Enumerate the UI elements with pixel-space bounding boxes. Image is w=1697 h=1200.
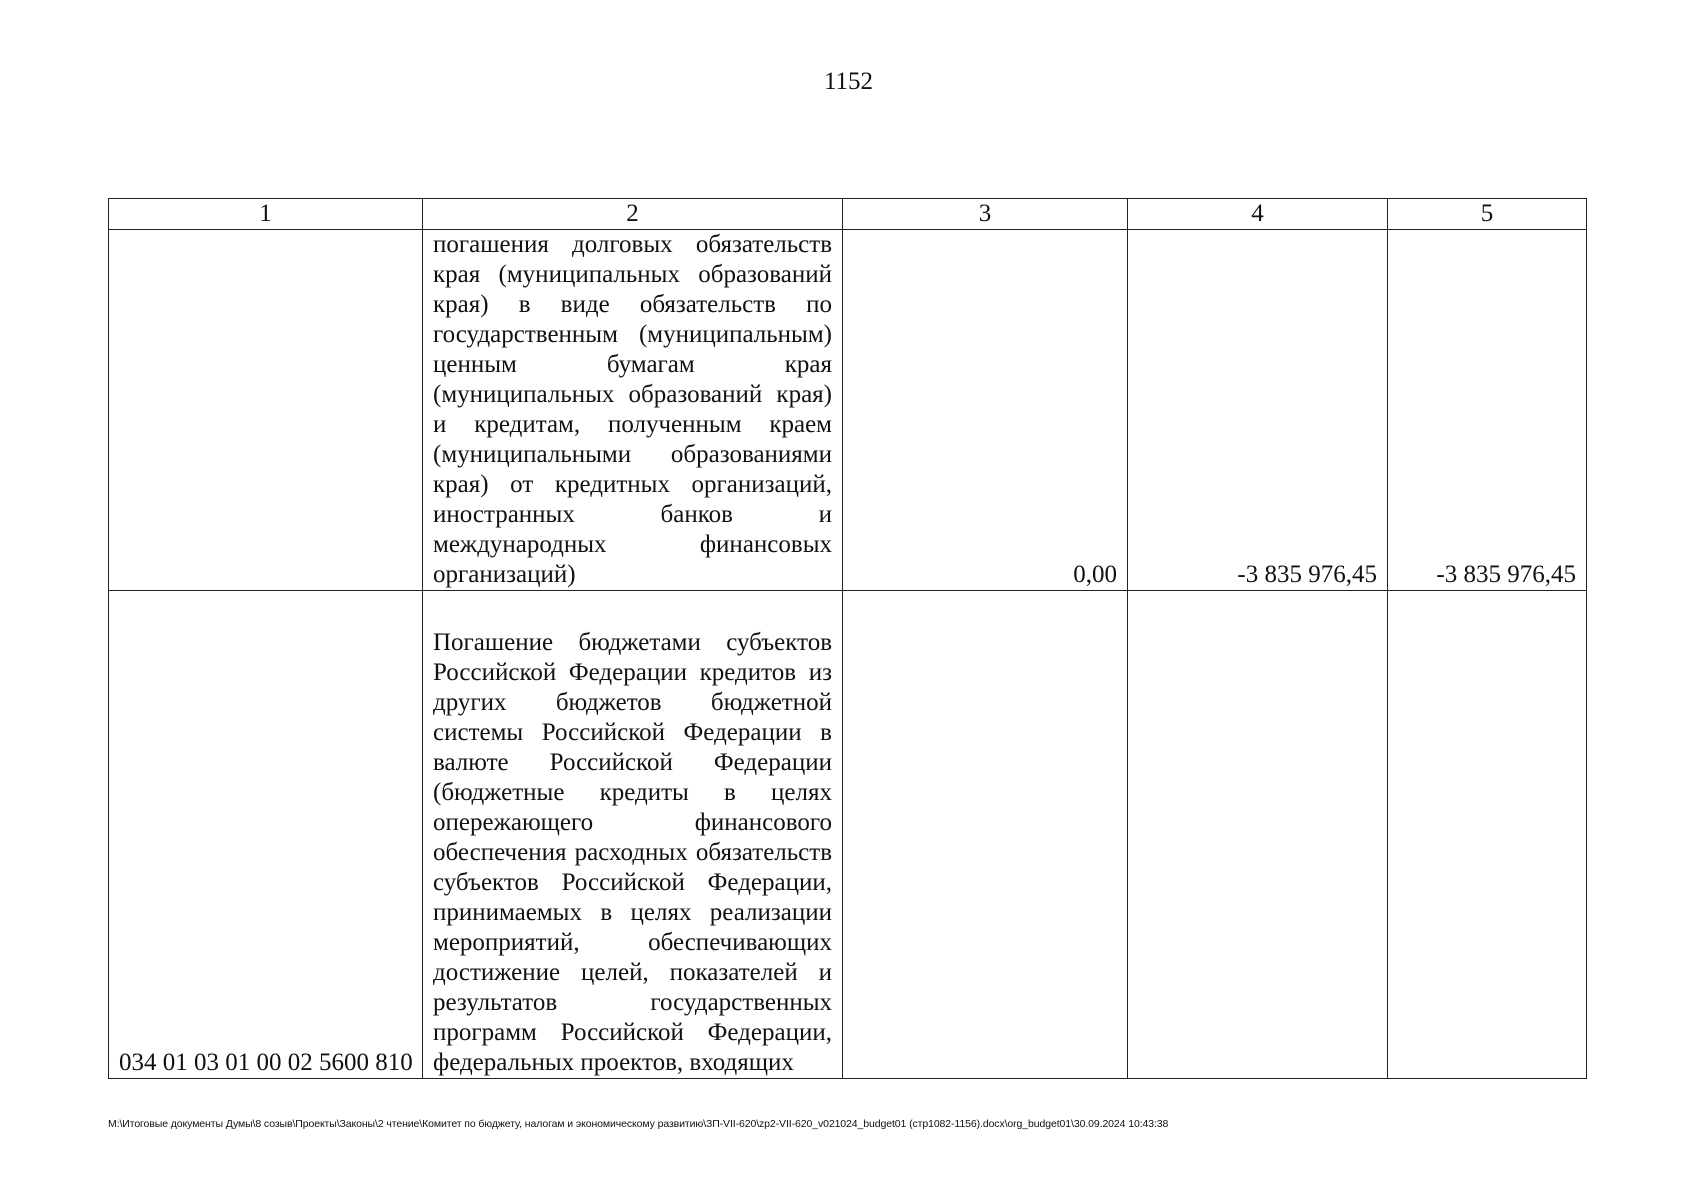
column-header-4: 4 (1128, 199, 1388, 230)
column-header-3: 3 (843, 199, 1128, 230)
column-header-2: 2 (423, 199, 843, 230)
column-header-1: 1 (109, 199, 423, 230)
document-file-path: M:\Итоговые документы Думы\8 созыв\Проекты\Законы\2 чтение\Комитет по бюджету, налогам и экономическому развитию\ЗП-VII-620\zp2-VII-620_v021024_budget01 (стр1082-1156).docx\org_budget01\30.09.2024 10:43:38 (108, 1118, 1169, 1130)
table-row (109, 591, 1587, 1079)
description-cell: Погашение бюджетами субъектов Российской Федерации кредитов из других бюджетов бюджетной системы Российской Федерации в валюте Российской Федерации (бюджетные кредиты в целях опережающего финансового обеспечения расходных обязательств субъектов Российской Федерации, принимаемых в целях реализации мероприятий, обеспечивающих достижение целей, показателей и результатов государственных программ Российской Федерации, федеральных проектов, входящих (423, 591, 843, 1079)
table-header-row (109, 199, 1587, 230)
amount-col3-cell: 0,00 (843, 230, 1128, 591)
table-row (109, 230, 1587, 591)
budget-code-cell: 034 01 03 01 00 02 5600 810 (109, 591, 423, 1079)
budget-code-cell (109, 230, 423, 591)
amount-col4-cell (1128, 591, 1388, 1079)
amount-col3-cell (843, 591, 1128, 1079)
budget-table (108, 198, 1587, 1079)
column-header-5: 5 (1388, 199, 1587, 230)
amount-col4-cell: -3 835 976,45 (1128, 230, 1388, 591)
page-number: 1152 (823, 68, 874, 95)
amount-col5-cell: -3 835 976,45 (1388, 230, 1587, 591)
amount-col5-cell (1388, 591, 1587, 1079)
description-cell: погашения долговых обязательств края (муниципальных образований края) в виде обязательств по государственным (муниципальным) ценным бумагам края (муниципальных образований края) и кредитам, полученным краем (муниципальными образованиями края) от кредитных организаций, иностранных банков и международных финансовых организаций) (423, 230, 843, 591)
